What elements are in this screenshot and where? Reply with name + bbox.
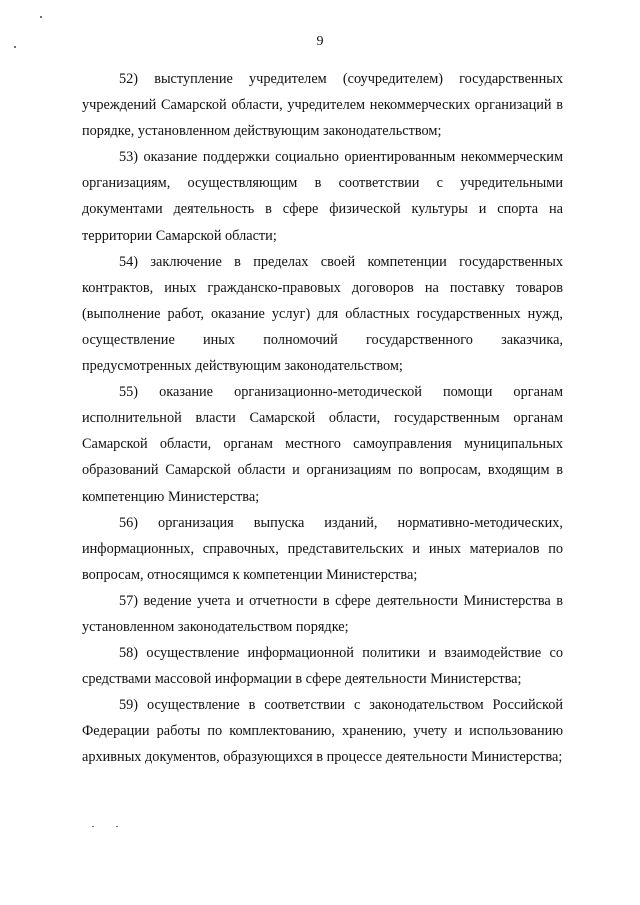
paragraph-item-55: 55) оказание организационно-методической помощи органам исполнительной власти Самарской области, государственным органам Самарской области, органам местного самоуправления муниципальных образований Самарской области и организациям по вопросам, входящим в компетенцию Министерства;	[82, 384, 563, 505]
paragraph-item-52: 52) выступление учредителем (соучредителем) государственных учреждений Самарской области, учредителем некоммерческих организаций в порядке, установленном действующим законодательством;	[82, 71, 563, 140]
document-body	[82, 66, 563, 771]
paragraph-item-53: 53) оказание поддержки социально ориентированным некоммерческим организациям, осуществляющим в соответствии с учредительными документами деятельность в сфере физической культуры и спорта на территории Самарской области;	[82, 149, 563, 244]
scan-speck	[116, 826, 118, 827]
paragraph-item-54: 54) заключение в пределах своей компетенции государственных контрактов, иных гражданско-правовых договоров на поставку товаров (выполнение работ, оказание услуг) для областных государственных нужд, осуществление иных полномочий государственного заказчика, предусмотренных действующим законодательством;	[82, 253, 563, 375]
paragraph-item-58: 58) осуществление информационной политики и взаимодействие со средствами массовой информации в сфере деятельности Министерства;	[82, 645, 563, 688]
scan-speck	[92, 826, 94, 827]
page-number: 9	[316, 34, 324, 49]
paragraph-item-57: 57) ведение учета и отчетности в сфере деятельности Министерства в установленном законодательством порядке;	[82, 592, 563, 635]
paragraph-item-56: 56) организация выпуска изданий, нормативно-методических, информационных, справочных, представительских и иных материалов по вопросам, относящимся к компетенции Министерства;	[82, 514, 563, 583]
scan-speck	[40, 16, 42, 18]
paragraph-item-59: 59) осуществление в соответствии с законодательством Российской Федерации работы по комплектованию, хранению, учету и использованию архивных документов, образующихся в процессе деятельности Министерства;	[82, 697, 563, 766]
